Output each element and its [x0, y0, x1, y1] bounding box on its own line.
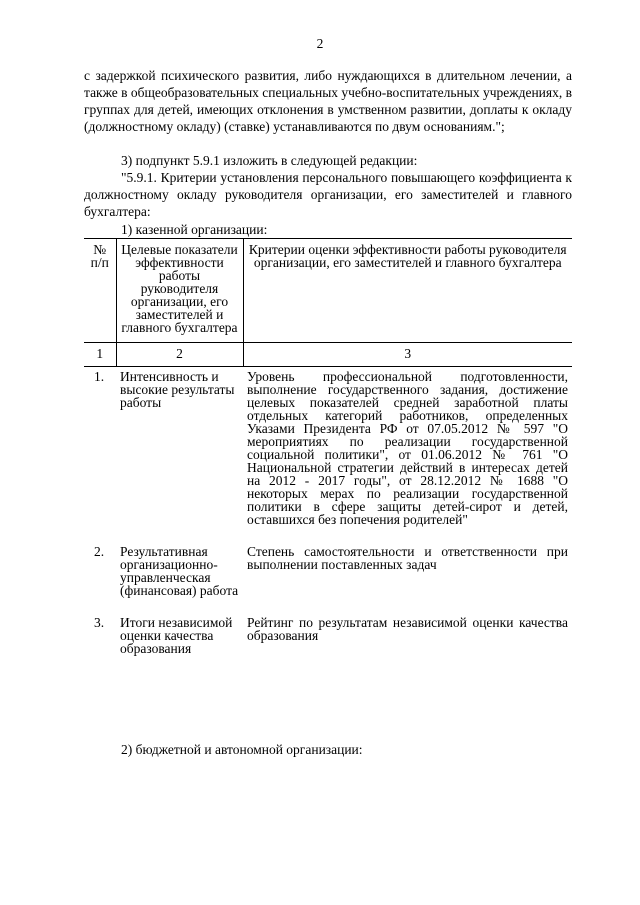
- column-number: 1: [84, 343, 116, 367]
- header-indicators: Целевые показатели эффективности работы руководителя организации, его заместителей и главного бухгалтера: [116, 239, 243, 343]
- row-indicator: Результативная организационно-управленческая (финансовая) работа: [120, 544, 239, 598]
- header-number: № п/п: [84, 239, 116, 343]
- header-criteria: Критерии оценки эффективности работы руководителя организации, его заместителей и главного бухгалтера: [243, 239, 572, 343]
- column-number-row: [84, 343, 572, 367]
- criteria-table: [84, 238, 572, 671]
- column-number: 2: [116, 343, 243, 367]
- row-number: 1.: [94, 369, 105, 384]
- row-indicator: Интенсивность и высокие результаты работы: [120, 369, 235, 410]
- clause-5-9-1: "5.9.1. Критерии установления персонального повышающего коэффициента к должностному окладу руководителя организации, его заместителей и главного бухгалтера:: [84, 170, 572, 219]
- subclause-1: 1) казенной организации:: [121, 222, 268, 237]
- table-row: [84, 542, 572, 613]
- page-number: 2: [316, 36, 324, 51]
- row-number: 3.: [94, 615, 105, 630]
- row-number: 2.: [94, 544, 105, 559]
- subclause-2: 2) бюджетной и автономной организации:: [121, 742, 363, 757]
- row-indicator: Итоги независимой оценки качества образования: [120, 615, 233, 656]
- table-row: [84, 367, 572, 543]
- paragraph-continued: с задержкой психического развития, либо нуждающихся в длительном лечении, а также в общеобразовательных специальных учебно-воспитательных учреждениях, в группах для детей, имеющих отклонения в умственном развитии, доплаты к окладу (должностному окладу) (ставке) устанавливаются по двум основаниям.";: [84, 68, 572, 134]
- row-criteria: Уровень профессиональной подготовленности, выполнение государственного задания, достижение целевых показателей средней заработной платы отдельных категорий работников, определенных Указами Президента РФ от 07.05.2012 № 597 "О мероприятиях по реализации государственной социальной политики", от 01.06.2012 № 761 "О Национальной стратегии действий в интересах детей на 2012 - 2017 годы", от 28.12.2012 № 1688 "О некоторых мерах по реализации государственной политики в сфере защиты детей-сирот и детей, оставшихся без попечения родителей": [247, 369, 568, 527]
- table-row: [84, 613, 572, 671]
- subpoint-3: 3) подпункт 5.9.1 изложить в следующей редакции:: [121, 153, 418, 168]
- row-criteria: Рейтинг по результатам независимой оценки качества образования: [247, 615, 568, 643]
- column-number: 3: [243, 343, 572, 367]
- table-header-row: [84, 239, 572, 343]
- row-criteria: Степень самостоятельности и ответственности при выполнении поставленных задач: [247, 544, 568, 572]
